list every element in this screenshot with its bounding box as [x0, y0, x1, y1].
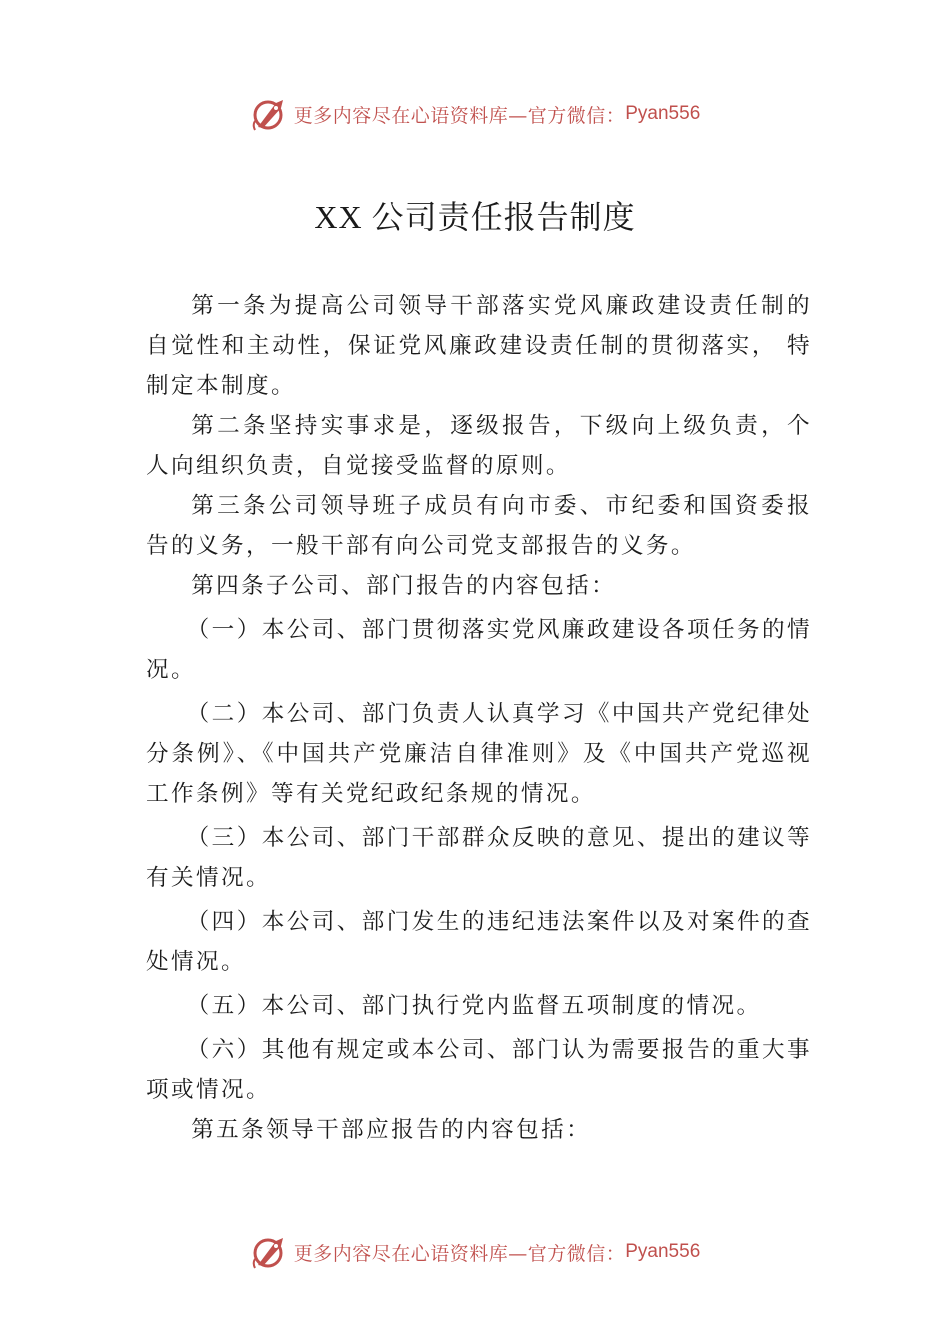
document-title: XX 公司责任报告制度: [314, 199, 636, 235]
list-item-1: （一）本公司、部门贯彻落实党风廉政建设各项任务的情况。: [146, 617, 812, 683]
list-item-5: （五）本公司、部门执行党内监督五项制度的情况。: [186, 993, 762, 1019]
header-banner: [0, 94, 950, 134]
list-item-3: （三）本公司、部门干部群众反映的意见、提出的建议等有关情况。: [146, 825, 812, 891]
list-item-4: （四）本公司、部门发生的违纪违法案件以及对案件的查处情况。: [146, 909, 812, 975]
banner-wechat-id: Pyan556: [625, 1241, 701, 1262]
paragraph-article-5: 第五条领导干部应报告的内容包括：: [191, 1117, 592, 1143]
list-item-6: （六）其他有规定或本公司、部门认为需要报告的重大事项或情况。: [146, 1037, 812, 1103]
paragraph-article-3: 第三条公司领导班子成员有向市委、市纪委和国资委报告的义务，一般干部有向公司党支部报告的义务。: [146, 493, 812, 559]
paragraph-article-4: 第四条子公司、部门报告的内容包括：: [191, 573, 617, 599]
banner-wechat-id: Pyan556: [625, 103, 701, 124]
banner-text: 更多内容尽在心语资料库—官方微信：: [293, 1242, 626, 1265]
paragraph-article-1: 第一条为提高公司领导干部落实党风廉政建设责任制的自觉性和主动性，保证党风廉政建设责任制的贯彻落实， 特制定本制度。: [146, 293, 812, 399]
pen-nib-logo-icon: [250, 1232, 290, 1272]
pen-nib-logo-icon: [250, 94, 290, 134]
banner-text: 更多内容尽在心语资料库—官方微信：: [293, 104, 626, 127]
document-body: [146, 286, 812, 1150]
list-item-2: （二）本公司、部门负责人认真学习《中国共产党纪律处分条例》、《中国共产党廉洁自律准则》及《中国共产党巡视工作条例》等有关党纪政纪条规的情况。: [146, 701, 812, 807]
footer-banner: [0, 1232, 950, 1272]
paragraph-article-2: 第二条坚持实事求是，逐级报告，下级向上级负责，个人向组织负责，自觉接受监督的原则。: [146, 413, 812, 479]
